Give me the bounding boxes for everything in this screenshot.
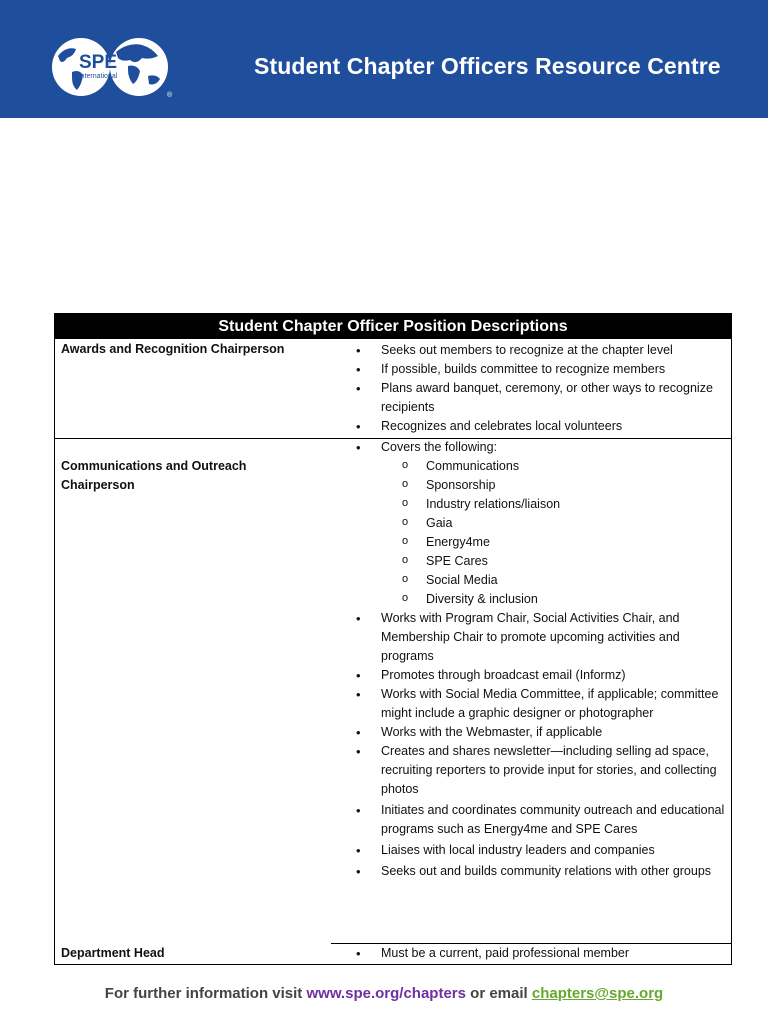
list-item: • Recognizes and celebrates local volunteers (353, 417, 728, 436)
list-item: • Seeks out and builds community relations with other groups (353, 862, 728, 881)
role-name: Awards and Recognition Chairperson (61, 342, 285, 356)
table-row (54, 339, 732, 438)
website-link[interactable]: www.spe.org/chapters (306, 985, 466, 1002)
table-row (54, 438, 732, 943)
logo-text: SPE (78, 52, 118, 73)
sub-list-item: o Industry relations/liaison (353, 495, 728, 514)
table-border (54, 964, 732, 965)
list-item: • Works with Program Chair, Social Activities Chair, and Membership Chair to promote upcoming activities and programs (353, 609, 728, 666)
list-item: • Works with the Webmaster, if applicable (353, 723, 728, 742)
footer (0, 985, 768, 1002)
spe-logo (50, 36, 174, 98)
table-border (54, 339, 55, 964)
row-divider (331, 943, 732, 944)
logo-subtext: International (78, 73, 118, 80)
list-item: • Promotes through broadcast email (Informz) (353, 666, 728, 685)
role-duties (353, 438, 728, 881)
role-duties (353, 944, 728, 963)
list-item: • Seeks out members to recognize at the chapter level (353, 341, 728, 360)
sub-list-item: o Diversity & inclusion (353, 590, 728, 609)
list-item: • Must be a current, paid professional member (353, 944, 728, 963)
role-duties (353, 341, 728, 436)
footer-middle: or email (470, 985, 528, 1002)
sub-list-item: o Gaia (353, 514, 728, 533)
header-title: Student Chapter Officers Resource Centre (254, 53, 721, 79)
position-descriptions-table (54, 313, 732, 964)
table-title: Student Chapter Officer Position Descriptions (54, 313, 732, 339)
svg-text:®: ® (167, 92, 173, 98)
list-item: • If possible, builds committee to recognize members (353, 360, 728, 379)
list-item: • Covers the following: (353, 438, 728, 457)
list-item: • Works with Social Media Committee, if applicable; committee might include a graphic designer or photographer (353, 685, 728, 723)
sub-list-item: o SPE Cares (353, 552, 728, 571)
role-name: Department Head (61, 946, 165, 960)
sub-list-item: o Social Media (353, 571, 728, 590)
sub-list-item: o Energy4me (353, 533, 728, 552)
sub-list-item: o Sponsorship (353, 476, 728, 495)
role-name: Communications and Outreach Chairperson (61, 459, 247, 492)
list-item: • Creates and shares newsletter—including selling ad space, recruiting reporters to provide input for stories, and collecting photos (353, 742, 728, 799)
sub-list-item: o Communications (353, 457, 728, 476)
list-item: • Plans award banquet, ceremony, or other ways to recognize recipients (353, 379, 728, 417)
list-item: • Liaises with local industry leaders and companies (353, 841, 728, 860)
table-border (731, 339, 732, 964)
list-item: • Initiates and coordinates community outreach and educational programs such as Energy4me and SPE Cares (353, 801, 728, 839)
row-divider (54, 438, 732, 439)
table-row (54, 943, 732, 964)
footer-prefix: For further information visit (104, 985, 303, 1002)
email-link[interactable]: chapters@spe.org (531, 985, 664, 1002)
page-header (0, 0, 768, 118)
